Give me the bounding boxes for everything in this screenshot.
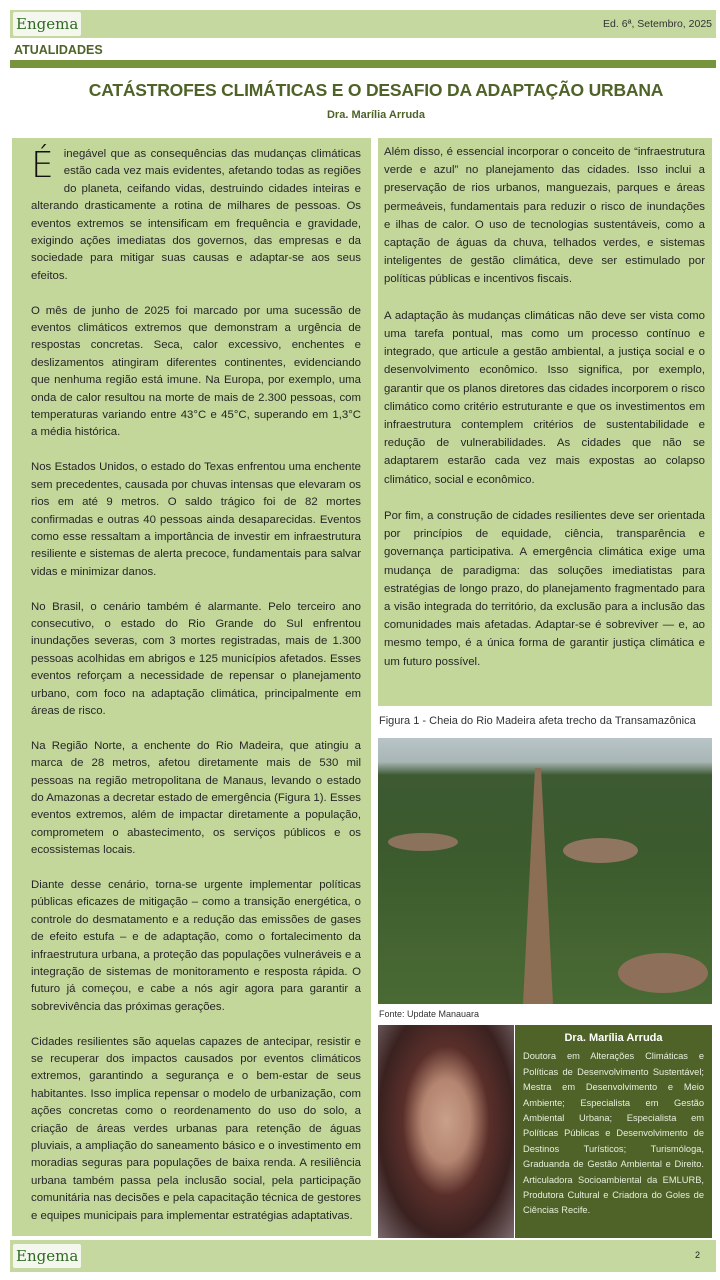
paragraph: Diante desse cenário, torna-se urgente implementar políticas públicas eficazes de mitigação – como a transição energética, o controle do desmatamento e a redução das emissões de gases de efeito estufa – e de adaptação, como o fortalecimento da infraestrutura urbana, a proteção das populações vulneráveis e a integração de sistemas de monitoramento e resposta rápida. O futuro já começou, e cabe a nós agir agora para garantir a sobrevivência das próximas gerações. [31,878,361,1013]
paragraph: O mês de junho de 2025 foi marcado por uma sucessão de eventos climáticos extremos que demonstram a urgência de respostas concretas. Seca, calor excessivo, enchentes e deslizamentos atingiram diferentes continentes, evidenciando que nenhuma região está imune. Na Europa, por exemplo, uma onda de calor resultou na morte de mais de 2.300 pessoas, com temperaturas variando entre 43°C e 45°C, superando em 1,3°C a média histórica. [31,304,361,439]
paragraph [31,146,361,285]
drop-cap: É [31,145,54,186]
figure-source: Fonte: Update Manauara [379,1009,480,1019]
flood-aerial-photo [378,738,712,1004]
author-photo [378,1025,514,1238]
figure-caption: Figura 1 - Cheia do Rio Madeira afeta trecho da Transamazônica [379,715,696,727]
article-author: Dra. Marília Arruda [326,109,425,121]
edition-label: Ed. 6ª, Setembro, 2025 [603,18,712,30]
paragraph: Além disso, é essencial incorporar o conceito de “infraestrutura verde e azul” no planejamento das cidades. Isso inclui a preservação de rios urbanos, manguezais, parques e áreas permeáveis, fundamentais para reduzir o risco de inundações e ilhas de calor. O uso de tecnologias sustentáveis, como a captação de águas da chuva, telhados verdes, e sistemas inteligentes de gestão climática, deve ser estimulado por políticas públicas e incentivos fiscais. [384,146,705,286]
left-column [12,138,371,1236]
header-bar [10,10,716,38]
footer-bar [10,1240,716,1272]
engema-logo: Engema [13,1244,81,1268]
flooded-area [388,833,458,851]
flooded-road [523,768,553,1004]
paragraph: Por fim, a construção de cidades resilientes deve ser orientada por princípios de equidade, ciência, transparência e governança participativa. A emergência climática exige uma mudança de paradigma: das soluções imediatistas para estratégias de longo prazo, do planejamento fragmentado para a visão integrada do território, da exclusão para a inclusão das comunidades mais afetadas. Adaptar-se é sobreviver — e, ao mesmo tempo, é a única forma de garantir justiça climática e um futuro possível. [384,510,705,668]
paragraph: Nos Estados Unidos, o estado do Texas enfrentou uma enchente sem precedentes, causada por chuvas intensas que elevaram os rios em até 9 metros. O saldo trágico foi de 82 mortes confirmadas e outras 40 pessoas ainda desaparecidas. Eventos como esse ressaltam a importância de investir em infraestrutura resiliente e sistemas de alerta precoce, fundamentais para salvar vidas e minimizar danos. [31,461,361,578]
paragraph: No Brasil, o cenário também é alarmante. Pelo terceiro ano consecutivo, o estado do Rio Grande do Sul enfrentou inundações severas, com 3 mortes registradas, mais de 1.300 pessoas acolhidas em abrigos e 125 municípios afetados. Esses eventos reforçam a necessidade de repensar o planejamento urbano, com foco na adaptação climática, principalmente em áreas de risco. [31,600,361,717]
flooded-area [563,838,638,863]
page-number: 2 [694,1250,700,1260]
right-column [378,138,712,706]
section-label: ATUALIDADES [14,43,103,57]
bio-text: Doutora em Alterações Climáticas e Políticas de Desenvolvimento Sustentável; Mestra em Desenvolvimento e Meio Ambiente; Especialista em Gestão Ambiental Urbana; Especialista em Políticas Públicas e Desenvolvimento de Destinos Turísticos; Turismóloga, Graduanda de Gestão Ambiental e Direito. Articuladora Socioambiental da EMLURB, Produtora Cultural e Criadora do Goles de Ciências Recife. [523,1051,704,1216]
paragraph: Cidades resilientes são aquelas capazes de antecipar, resistir e se recuperar dos impactos causados por eventos climáticos extremos, garantindo a segurança e o bem-estar de seus habitantes. Isso implica repensar o modelo de urbanização, com ações concretas como o reordenamento do uso do solo, a criação de áreas verdes urbanas para retenção de águas pluviais, a ampliação do saneamento básico e o investimento em moradias seguras para populações de baixa renda. A resiliência urbana também passa pela inclusão social, pela participação comunitária nas decisões e pela capacitação técnica de gestores e equipes municipais para implementar estratégias adaptativas. [31,1035,361,1222]
flooded-area [618,953,708,993]
paragraph-text: inegável que as consequências das mudanças climáticas estão cada vez mais evidentes, afetando todas as regiões do planeta, ceifando vidas, destruindo cidades inteiras e alterando drasticamente a rotina de milhares de pessoas. Os eventos extremos se intensificam em frequência e gravidade, exigindo ações imediatas dos governos, das empresas e da sociedade para mitigar suas causas e adaptar-se aos seus efeitos. [31,148,361,282]
paragraph: A adaptação às mudanças climáticas não deve ser vista como uma tarefa pontual, mas como um processo contínuo e integrado, que articule a gestão ambiental, a justiça social e o desenvolvimento econômico. Isso significa, por exemplo, garantir que os planos diretores das cidades incorporem o risco climático como critério estruturante e que os investimentos em infraestrutura contemplem critérios de sustentabilidade e redução de vulnerabilidades. As cidades que não se adaptarem estarão cada vez mais expostas ao colapso climático, social e econômico. [384,309,706,486]
paragraph: Na Região Norte, a enchente do Rio Madeira, que atingiu a marca de 28 metros, afetou diretamente mais de 530 mil pessoas na região metropolitana de Manaus, levando o estado do Amazonas a decretar estado de emergência (Figura 1). Esses eventos extremos, além de impactar diretamente a população, comprometem o abastecimento, os serviços públicos e os ecossistemas locais. [31,739,361,857]
bio-name: Dra. Marília Arruda [564,1032,663,1044]
section-divider [10,60,716,68]
article-title: CATÁSTROFES CLIMÁTICAS E O DESAFIO DA ADAPTAÇÃO URBANA [88,80,664,100]
engema-logo: Engema [13,12,81,36]
author-bio [515,1025,712,1238]
